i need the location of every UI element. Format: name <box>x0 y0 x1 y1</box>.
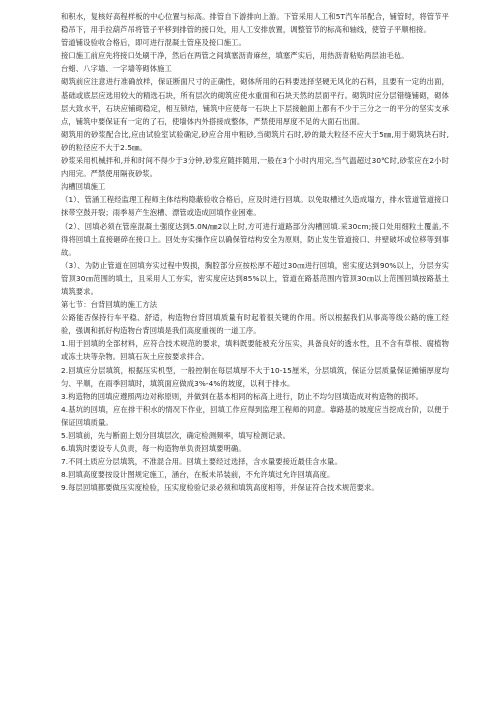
paragraph: 管道铺设验收合格后，即可进行混凝土管座及接口施工。 <box>61 38 246 48</box>
paragraph: 和积水，复核好高程样板的中心位置与标高。排管自下游排向上游。下管采用人工和5T汽车吊配合，铺管时，将管节平稳吊下，用手拉葫芦吊将管子平移到排管的接口处，用人工安排放置，调整管节的标高和轴线，使管子平顺相接。 <box>61 12 449 35</box>
list-item: 6.填筑时要设专人负责，每一构造物单负责回填要明确。 <box>61 444 246 454</box>
list-item: 1.用于回填的全部材料，应符合技术规范的要求，填料既要能被充分压实，具备良好的透水性，且不含有草根、腐植物或冻土块等杂物。回填石灰土应按要求拌合。 <box>61 339 449 362</box>
list-item: 5.回填前，先与断面上划分回填层次，确定检测频率，填写检测记录。 <box>61 431 291 440</box>
list-item: 7.不同土质应分层填筑，不准混合用。回填土要经过选择，含水量要接近最佳含水量。 <box>61 457 342 467</box>
paragraph: （1）、管涵工程经监理工程师主体结构隐蔽验收合格后，应及时进行回填。以免取槽过久造成塌方，排水管道管道接口抹带空鼓开裂；雨季易产生泡槽、漂管或造成回填作业困难。 <box>61 195 449 218</box>
list-item: 4.基坑的回填，应在排干积水的情况下作业，回填工作应得到监理工程师的同意。靠路基的坡度应当挖成台阶，以便于保证回填质量。 <box>61 404 449 427</box>
paragraph: 公路能否保持行车平稳、舒适，构造物台背回填质量有时起着很关键的作用。所以根据我们从事高等级公路的施工经验，强调和抓好构造物台背回填是我们高度重视的一道工序。 <box>61 313 449 336</box>
list-item: 3.构造物的回填应遵照两边对称原则，并做到在基本相同的标高上进行，防止不均匀回填造成对构造物的损坏。 <box>61 391 424 401</box>
list-item: 9.每层回填都要做压实度检验，压实度检验记录必须和填筑高度相等，并保证符合技术规范要求。 <box>61 483 379 493</box>
paragraph: 砌筑用的砂浆配合比,应由试验室试验确定,砂应合用中粗砂,当砌筑片石时,砂的最大粒径不应大于5㎜,用于砌筑块石时,砂的粒径应不大于2.5㎜。 <box>61 129 449 152</box>
paragraph: （3）、为防止管道在回填夯实过程中毁损，胸腔部分应按松厚不超过30㎝进行回填，密实度达到90%以上，分层夯实管顶30㎝范围的填土，且采用人工夯实，密实度应达到85%以上，管道在路基范围内管顶30㎝以上范围回填按路基土填筑要求。 <box>61 260 449 296</box>
document-page <box>61 10 449 494</box>
paragraph: 砌筑前应注意进行准确放样，保证断面尺寸的正确性，砌体所用的石料要选择坚硬无风化的石料，且要有一定的出面，基础或底层应选用较大的精选石块，所有层次的砌筑应使水重面和石块天然的层面平行。砌筑时应分层错缝铺砌，砌体层大致水平，石块应铺砌稳定，相互锁结，铺筑中应使每一石块上下层接触面上都有不少于三分之一的平分的坚实支承点，铺筑中要保证有一定的了石，使墙体内外搭接成整体，严禁使用厚度不足的大面石出面。 <box>61 77 449 126</box>
paragraph: （2）、回填必须在管座混凝土强度达到5.0N/㎜2以上时,方可进行道路部分沟槽回填.采30cm;接口处用细粒土覆盖,不得将回填土直接砸碎在接口上。回处夯实操作应以确保管结构安全为原则，防止发生管道接口、井壁破坏或位移等到事故。 <box>61 221 449 257</box>
section-heading: 台蜡、八字墙、一字墙等砌体施工 <box>61 64 172 74</box>
section-heading: 沟槽回填施工 <box>61 182 106 192</box>
paragraph: 接口施工前应先将接口处刷干净，然后在两管之间填塞沥青麻丝，填塞严实后，用热沥青粘贴两层油毛毡。 <box>61 51 409 61</box>
paragraph: 砂浆采用机械拌和,并和时间不得少于3分钟,砂浆应随拌随用,一般在3个小时内用完,当气温超过30℃时,砂浆应在2小时内用完。严禁使用隔夜砂浆。 <box>61 156 449 179</box>
section-heading: 第七节：台背回填的施工方法 <box>61 300 158 310</box>
list-item: 8.回填高度要按设计图规定施工，涵台，在板未吊装前，不允许填过允许回填高度。 <box>61 470 335 480</box>
list-item: 2.回填应分层填筑，根据压实机型，一般控制在每层填厚不大于10-15厘米，分层填筑，保证分层质量保证摊铺厚度均匀、平顺，在雨季回填时，填筑面应做成3%-4%的坡度，以利于排水。 <box>61 365 449 388</box>
